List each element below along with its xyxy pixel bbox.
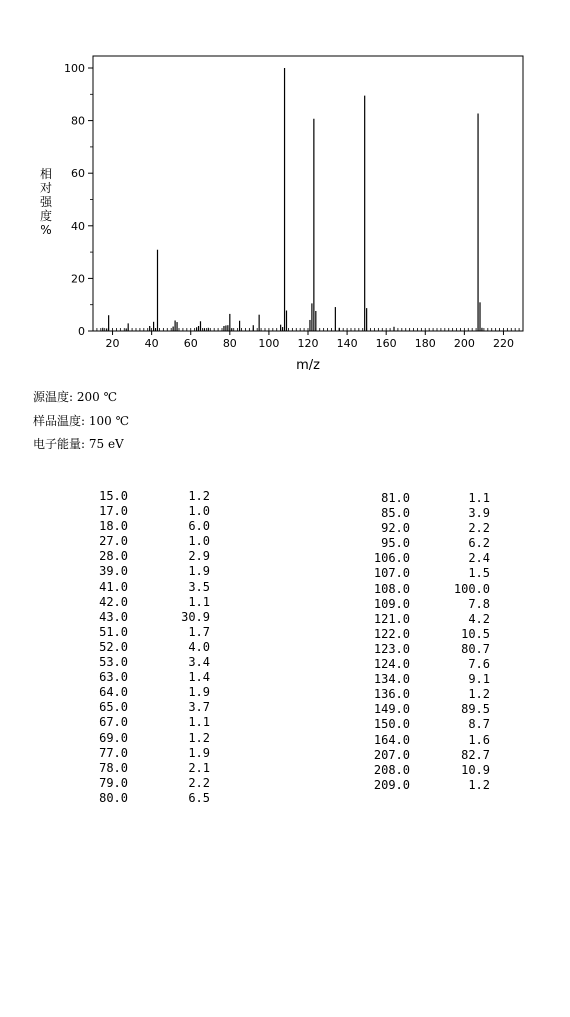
peak-row: [84, 489, 210, 504]
peak-row: [366, 506, 490, 521]
peak-row: [366, 627, 490, 642]
x-tick-label: 40: [144, 337, 159, 350]
mz-value: 18.0: [99, 519, 128, 534]
x-tick-label: 140: [336, 337, 358, 350]
mz-value: 123.0: [373, 641, 410, 656]
intensity-value: 1.2: [468, 777, 490, 792]
intensity-value: 3.4: [188, 655, 210, 670]
y-label-char: %: [40, 223, 52, 237]
mz-value: 41.0: [99, 579, 128, 594]
y-label-char: 强: [39, 195, 53, 209]
peak-row: [366, 566, 490, 581]
peak-row: [84, 534, 210, 549]
intensity-value: 1.1: [468, 491, 490, 505]
intensity-value: 7.8: [468, 596, 490, 611]
intensity-value: 3.5: [188, 579, 210, 594]
x-tick-label: 220: [492, 337, 514, 350]
peak-row: [84, 776, 210, 791]
peak-row: [366, 491, 490, 506]
peak-row: [366, 597, 490, 612]
mz-value: 53.0: [99, 655, 128, 670]
intensity-value: 1.5: [468, 566, 490, 581]
x-tick-label: 160: [375, 337, 397, 350]
peak-row: [84, 580, 210, 595]
peak-row: [366, 582, 490, 597]
mz-value: 79.0: [99, 775, 128, 790]
y-axis-label: [40, 166, 53, 237]
y-label-char: 相: [39, 167, 53, 181]
x-axis-label: m/z: [296, 358, 320, 373]
peak-row: [366, 733, 490, 748]
peak-row: [84, 519, 210, 534]
intensity-value: 1.1: [188, 715, 210, 730]
peak-row: [84, 715, 210, 730]
intensity-value: 80.7: [461, 641, 490, 656]
intensity-value: 1.6: [468, 732, 490, 747]
intensity-value: 1.2: [188, 489, 210, 503]
intensity-value: 1.1: [188, 594, 210, 609]
peak-row: [84, 504, 210, 519]
intensity-value: 1.0: [188, 534, 210, 549]
y-tick-label: 100: [64, 62, 85, 75]
y-tick-label: 80: [71, 114, 85, 128]
x-tick-label: 80: [222, 337, 237, 350]
peak-row: [366, 702, 490, 717]
intensity-value: 9.1: [468, 672, 490, 687]
mz-value: 69.0: [99, 730, 128, 745]
peak-row: [84, 564, 210, 579]
mz-value: 209.0: [373, 777, 410, 792]
peak-row: [84, 791, 210, 806]
mz-value: 52.0: [99, 639, 128, 654]
mz-value: 122.0: [373, 626, 410, 641]
mz-value: 150.0: [373, 717, 410, 732]
mz-value: 95.0: [381, 536, 410, 551]
source-temperature: 源温度: 200 ℃: [33, 390, 118, 404]
mz-value: 77.0: [99, 745, 128, 760]
intensity-value: 2.2: [188, 775, 210, 790]
mz-value: 121.0: [373, 611, 410, 626]
peak-row: [84, 685, 210, 700]
mz-value: 64.0: [99, 685, 128, 700]
peak-bars: [103, 68, 482, 331]
mz-value: 134.0: [373, 672, 410, 687]
peak-row: [84, 595, 210, 610]
x-tick-label: 180: [414, 337, 436, 350]
peak-row: [366, 778, 490, 793]
mz-value: 42.0: [99, 594, 128, 609]
intensity-value: 10.9: [461, 762, 490, 777]
mz-value: 15.0: [99, 489, 128, 503]
peak-row: [366, 687, 490, 702]
peak-row: [366, 642, 490, 657]
mz-value: 65.0: [99, 700, 128, 715]
mz-value: 17.0: [99, 504, 128, 519]
y-label-char: 对: [39, 181, 53, 195]
mz-value: 92.0: [381, 521, 410, 536]
mz-value: 39.0: [99, 564, 128, 579]
peak-row: [84, 746, 210, 761]
intensity-value: 1.0: [188, 504, 210, 519]
peak-row: [366, 551, 490, 566]
mz-value: 27.0: [99, 534, 128, 549]
intensity-value: 1.4: [188, 670, 210, 685]
mz-value: 164.0: [373, 732, 410, 747]
intensity-value: 1.9: [188, 685, 210, 700]
peak-row: [84, 731, 210, 746]
intensity-value: 100.0: [453, 581, 490, 596]
x-tick-label: 200: [453, 337, 475, 350]
peak-row: [84, 761, 210, 776]
peak-row: [84, 549, 210, 564]
intensity-value: 2.9: [188, 549, 210, 564]
intensity-value: 4.0: [188, 639, 210, 654]
intensity-value: 2.2: [468, 521, 490, 536]
peak-row: [84, 640, 210, 655]
electron-energy: 电子能量: 75 eV: [33, 437, 124, 451]
intensity-value: 2.1: [188, 760, 210, 775]
mz-value: 149.0: [373, 702, 410, 717]
mz-value: 67.0: [99, 715, 128, 730]
peak-table-left: [84, 489, 210, 806]
intensity-value: 8.7: [468, 717, 490, 732]
mz-value: 43.0: [99, 609, 128, 624]
intensity-value: 1.7: [188, 624, 210, 639]
mz-value: 78.0: [99, 760, 128, 775]
intensity-value: 30.9: [181, 609, 210, 624]
y-tick-label: 0: [78, 325, 85, 338]
peak-table-right: [366, 491, 490, 793]
mz-value: 81.0: [381, 491, 410, 505]
mz-value: 63.0: [99, 670, 128, 685]
peak-row: [84, 655, 210, 670]
mz-value: 207.0: [373, 747, 410, 762]
peak-row: [84, 670, 210, 685]
mz-value: 109.0: [373, 596, 410, 611]
mz-value: 106.0: [373, 551, 410, 566]
x-tick-label: 20: [105, 337, 120, 350]
peak-row: [84, 700, 210, 715]
x-axis-ticks: [106, 331, 514, 350]
mz-value: 124.0: [373, 657, 410, 672]
peak-row: [366, 717, 490, 732]
intensity-value: 1.2: [188, 730, 210, 745]
mz-value: 136.0: [373, 687, 410, 702]
sample-temperature: 样品温度: 100 ℃: [33, 414, 130, 428]
mz-value: 85.0: [381, 506, 410, 521]
intensity-value: 82.7: [461, 747, 490, 762]
intensity-value: 6.0: [188, 519, 210, 534]
y-label-char: 度: [39, 209, 53, 223]
mz-value: 28.0: [99, 549, 128, 564]
peak-row: [84, 610, 210, 625]
x-tick-label: 120: [297, 337, 319, 350]
peak-row: [366, 672, 490, 687]
mz-value: 107.0: [373, 566, 410, 581]
intensity-value: 3.7: [188, 700, 210, 715]
y-tick-label: 20: [71, 272, 85, 286]
peak-row: [366, 536, 490, 551]
peak-row: [366, 657, 490, 672]
y-axis-ticks: [64, 62, 93, 338]
mz-value: 80.0: [99, 790, 128, 805]
peak-row: [84, 625, 210, 640]
peak-row: [366, 612, 490, 627]
intensity-value: 89.5: [461, 702, 490, 717]
intensity-value: 1.2: [468, 687, 490, 702]
intensity-value: 6.2: [468, 536, 490, 551]
mass-spectrum-chart: [0, 0, 570, 380]
peak-row: [366, 763, 490, 778]
x-tick-label: 60: [183, 337, 198, 350]
intensity-value: 1.9: [188, 564, 210, 579]
y-tick-label: 60: [71, 167, 85, 181]
y-tick-label: 40: [71, 219, 85, 233]
mz-value: 108.0: [373, 581, 410, 596]
intensity-value: 6.5: [188, 790, 210, 805]
intensity-value: 1.9: [188, 745, 210, 760]
mz-value: 208.0: [373, 762, 410, 777]
intensity-value: 2.4: [468, 551, 490, 566]
intensity-value: 10.5: [461, 626, 490, 641]
intensity-value: 7.6: [468, 657, 490, 672]
peak-row: [366, 521, 490, 536]
mz-value: 51.0: [99, 624, 128, 639]
intensity-value: 4.2: [468, 611, 490, 626]
intensity-value: 3.9: [468, 506, 490, 521]
peak-row: [366, 748, 490, 763]
x-tick-label: 100: [258, 337, 280, 350]
